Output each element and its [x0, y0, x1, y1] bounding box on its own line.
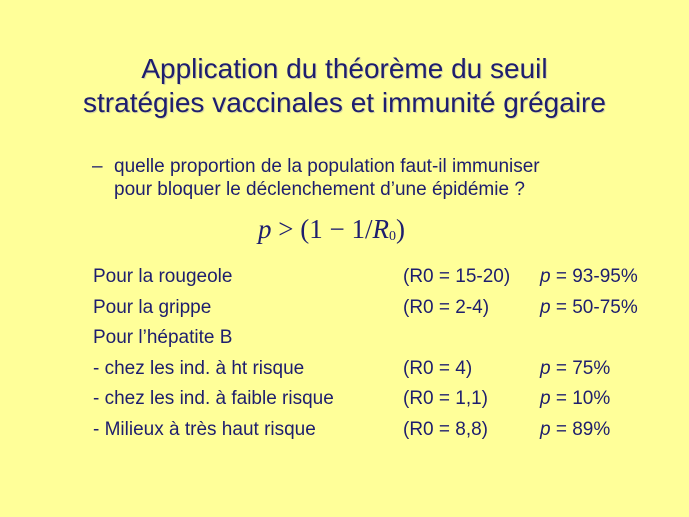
row-label: - chez les ind. à faible risque: [93, 388, 334, 409]
row-label: Pour l’hépatite B: [93, 327, 233, 348]
threshold-formula: [258, 214, 405, 245]
proportion-var: p: [540, 388, 551, 409]
disease-table: [93, 266, 673, 449]
row-proportion: [540, 266, 638, 288]
table-row: [93, 419, 673, 450]
row-r0: (R0 = 1,1): [403, 388, 489, 409]
row-proportion: [540, 297, 638, 319]
formula-close: ): [395, 214, 405, 244]
table-row: [93, 297, 673, 328]
formula-r: R: [372, 214, 389, 244]
title-line-1: Application du théorème du seuil: [141, 53, 548, 84]
proportion-var: p: [540, 296, 551, 318]
proportion-value: = 50-75%: [550, 296, 638, 318]
bullet-dash: –: [92, 156, 103, 177]
table-row: [93, 327, 673, 358]
table-row: [93, 388, 673, 419]
row-r0: (R0 = 2-4): [403, 296, 490, 318]
proportion-value: = 75%: [550, 357, 611, 379]
proportion-value: = 10%: [550, 388, 611, 409]
table-row: [93, 266, 673, 297]
row-label: Pour la rougeole: [93, 266, 233, 287]
formula-subscript: 0: [388, 229, 396, 244]
table-row: [93, 358, 673, 389]
proportion-value: = 93-95%: [550, 266, 638, 287]
row-r0: (R0 = 15-20): [403, 266, 511, 287]
proportion-var: p: [540, 418, 551, 440]
row-r0: (R0 = 4): [403, 357, 473, 379]
formula-p: p: [258, 214, 272, 244]
row-proportion: [540, 419, 610, 441]
question-text: [114, 155, 540, 201]
row-label: Pour la grippe: [93, 296, 212, 318]
proportion-var: p: [540, 266, 551, 287]
row-r0: (R0 = 8,8): [403, 418, 489, 440]
row-label: - chez les ind. à ht risque: [93, 357, 305, 379]
title-line-2: stratégies vaccinales et immunité grégaire: [83, 87, 606, 118]
proportion-value: = 89%: [550, 418, 611, 440]
question-line-2: pour bloquer le déclenchement d’une épidémie ?: [114, 179, 525, 200]
slide-title: [0, 52, 689, 120]
row-proportion: [540, 358, 610, 380]
row-proportion: [540, 388, 610, 410]
proportion-var: p: [540, 357, 551, 379]
row-label: - Milieux à très haut risque: [93, 418, 316, 440]
formula-operator: > (1 − 1/: [271, 214, 373, 244]
question-line-1: quelle proportion de la population faut-il immuniser: [114, 156, 540, 177]
